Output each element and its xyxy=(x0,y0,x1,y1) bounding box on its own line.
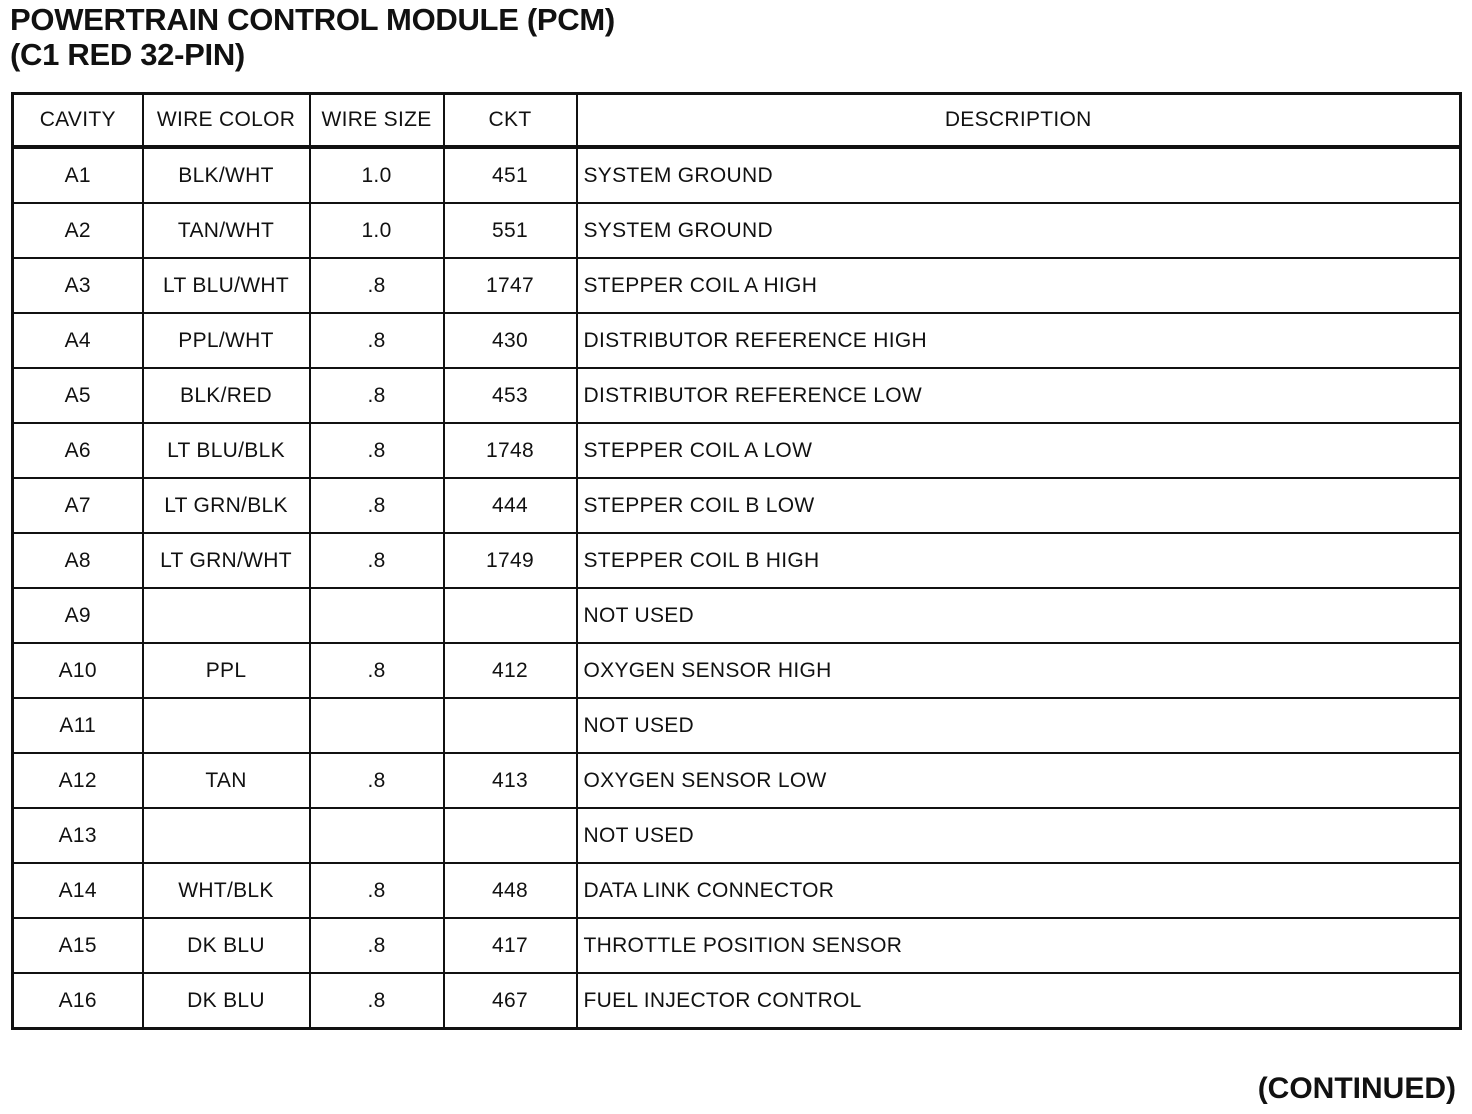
cell-ckt: 448 xyxy=(444,863,577,918)
cell-cavity: A7 xyxy=(13,478,143,533)
header-wire-size: WIRE SIZE xyxy=(310,94,444,148)
cell-wire-size: .8 xyxy=(310,313,444,368)
cell-description: OXYGEN SENSOR LOW xyxy=(577,753,1461,808)
cell-cavity: A5 xyxy=(13,368,143,423)
cell-description: DATA LINK CONNECTOR xyxy=(577,863,1461,918)
cell-wire-size: .8 xyxy=(310,918,444,973)
cell-description: STEPPER COIL B HIGH xyxy=(577,533,1461,588)
cell-ckt: 551 xyxy=(444,203,577,258)
table-row xyxy=(13,918,1461,973)
cell-wire-color: TAN xyxy=(143,753,310,808)
cell-wire-color: LT BLU/WHT xyxy=(143,258,310,313)
cell-cavity: A3 xyxy=(13,258,143,313)
cell-cavity: A15 xyxy=(13,918,143,973)
cell-ckt xyxy=(444,808,577,863)
cell-wire-color: DK BLU xyxy=(143,918,310,973)
cell-ckt: 430 xyxy=(444,313,577,368)
cell-cavity: A6 xyxy=(13,423,143,478)
cell-wire-size: .8 xyxy=(310,258,444,313)
cell-wire-color: PPL/WHT xyxy=(143,313,310,368)
cell-cavity: A9 xyxy=(13,588,143,643)
cell-description: SYSTEM GROUND xyxy=(577,147,1461,203)
cell-wire-size: .8 xyxy=(310,533,444,588)
cell-wire-color: DK BLU xyxy=(143,973,310,1029)
cell-ckt: 417 xyxy=(444,918,577,973)
cell-ckt: 451 xyxy=(444,147,577,203)
table-row xyxy=(13,808,1461,863)
cell-wire-size: .8 xyxy=(310,753,444,808)
cell-ckt xyxy=(444,588,577,643)
table-row xyxy=(13,753,1461,808)
table-row xyxy=(13,258,1461,313)
cell-wire-color: TAN/WHT xyxy=(143,203,310,258)
table-row xyxy=(13,973,1461,1029)
cell-wire-size: .8 xyxy=(310,478,444,533)
title-line-1: POWERTRAIN CONTROL MODULE (PCM) xyxy=(10,2,615,37)
cell-cavity: A1 xyxy=(13,147,143,203)
title-line-2: (C1 RED 32-PIN) xyxy=(10,37,245,72)
cell-ckt: 467 xyxy=(444,973,577,1029)
cell-ckt: 413 xyxy=(444,753,577,808)
cell-wire-size xyxy=(310,808,444,863)
cell-description: OXYGEN SENSOR HIGH xyxy=(577,643,1461,698)
table-row xyxy=(13,863,1461,918)
pinout-table xyxy=(11,92,1462,1030)
table-body xyxy=(13,147,1461,1029)
cell-description: NOT USED xyxy=(577,808,1461,863)
cell-cavity: A10 xyxy=(13,643,143,698)
cell-wire-size xyxy=(310,698,444,753)
table-row xyxy=(13,147,1461,203)
table-row xyxy=(13,313,1461,368)
cell-wire-size: .8 xyxy=(310,368,444,423)
cell-description: STEPPER COIL B LOW xyxy=(577,478,1461,533)
cell-description: DISTRIBUTOR REFERENCE HIGH xyxy=(577,313,1461,368)
cell-description: SYSTEM GROUND xyxy=(577,203,1461,258)
cell-cavity: A14 xyxy=(13,863,143,918)
cell-description: NOT USED xyxy=(577,698,1461,753)
table-row xyxy=(13,478,1461,533)
cell-wire-color xyxy=(143,588,310,643)
table-row xyxy=(13,203,1461,258)
cell-description: STEPPER COIL A LOW xyxy=(577,423,1461,478)
cell-ckt: 412 xyxy=(444,643,577,698)
cell-cavity: A8 xyxy=(13,533,143,588)
cell-wire-size: .8 xyxy=(310,643,444,698)
page-title xyxy=(10,2,615,72)
cell-cavity: A4 xyxy=(13,313,143,368)
cell-cavity: A2 xyxy=(13,203,143,258)
cell-ckt: 1749 xyxy=(444,533,577,588)
header-ckt: CKT xyxy=(444,94,577,148)
cell-ckt xyxy=(444,698,577,753)
cell-ckt: 1747 xyxy=(444,258,577,313)
header-wire-color: WIRE COLOR xyxy=(143,94,310,148)
continued-label: (CONTINUED) xyxy=(1257,1072,1456,1105)
cell-wire-size: .8 xyxy=(310,973,444,1029)
cell-wire-color xyxy=(143,698,310,753)
cell-description: FUEL INJECTOR CONTROL xyxy=(577,973,1461,1029)
header-cavity: CAVITY xyxy=(13,94,143,148)
table-row xyxy=(13,643,1461,698)
cell-ckt: 453 xyxy=(444,368,577,423)
cell-wire-color: BLK/WHT xyxy=(143,147,310,203)
cell-description: THROTTLE POSITION SENSOR xyxy=(577,918,1461,973)
cell-description: DISTRIBUTOR REFERENCE LOW xyxy=(577,368,1461,423)
cell-wire-size: 1.0 xyxy=(310,147,444,203)
table-row xyxy=(13,588,1461,643)
cell-wire-color: LT GRN/BLK xyxy=(143,478,310,533)
table-row xyxy=(13,423,1461,478)
cell-ckt: 444 xyxy=(444,478,577,533)
cell-wire-size: .8 xyxy=(310,863,444,918)
cell-wire-size: 1.0 xyxy=(310,203,444,258)
cell-wire-color: BLK/RED xyxy=(143,368,310,423)
cell-description: STEPPER COIL A HIGH xyxy=(577,258,1461,313)
cell-wire-color: WHT/BLK xyxy=(143,863,310,918)
cell-wire-color xyxy=(143,808,310,863)
cell-cavity: A16 xyxy=(13,973,143,1029)
header-description: DESCRIPTION xyxy=(577,94,1461,148)
header-row xyxy=(13,94,1461,148)
table-row xyxy=(13,533,1461,588)
cell-wire-size xyxy=(310,588,444,643)
cell-wire-color: LT BLU/BLK xyxy=(143,423,310,478)
cell-wire-color: LT GRN/WHT xyxy=(143,533,310,588)
cell-wire-size: .8 xyxy=(310,423,444,478)
cell-cavity: A13 xyxy=(13,808,143,863)
table-row xyxy=(13,698,1461,753)
table-header xyxy=(13,94,1461,148)
cell-ckt: 1748 xyxy=(444,423,577,478)
cell-wire-color: PPL xyxy=(143,643,310,698)
cell-cavity: A11 xyxy=(13,698,143,753)
cell-cavity: A12 xyxy=(13,753,143,808)
cell-description: NOT USED xyxy=(577,588,1461,643)
table-row xyxy=(13,368,1461,423)
